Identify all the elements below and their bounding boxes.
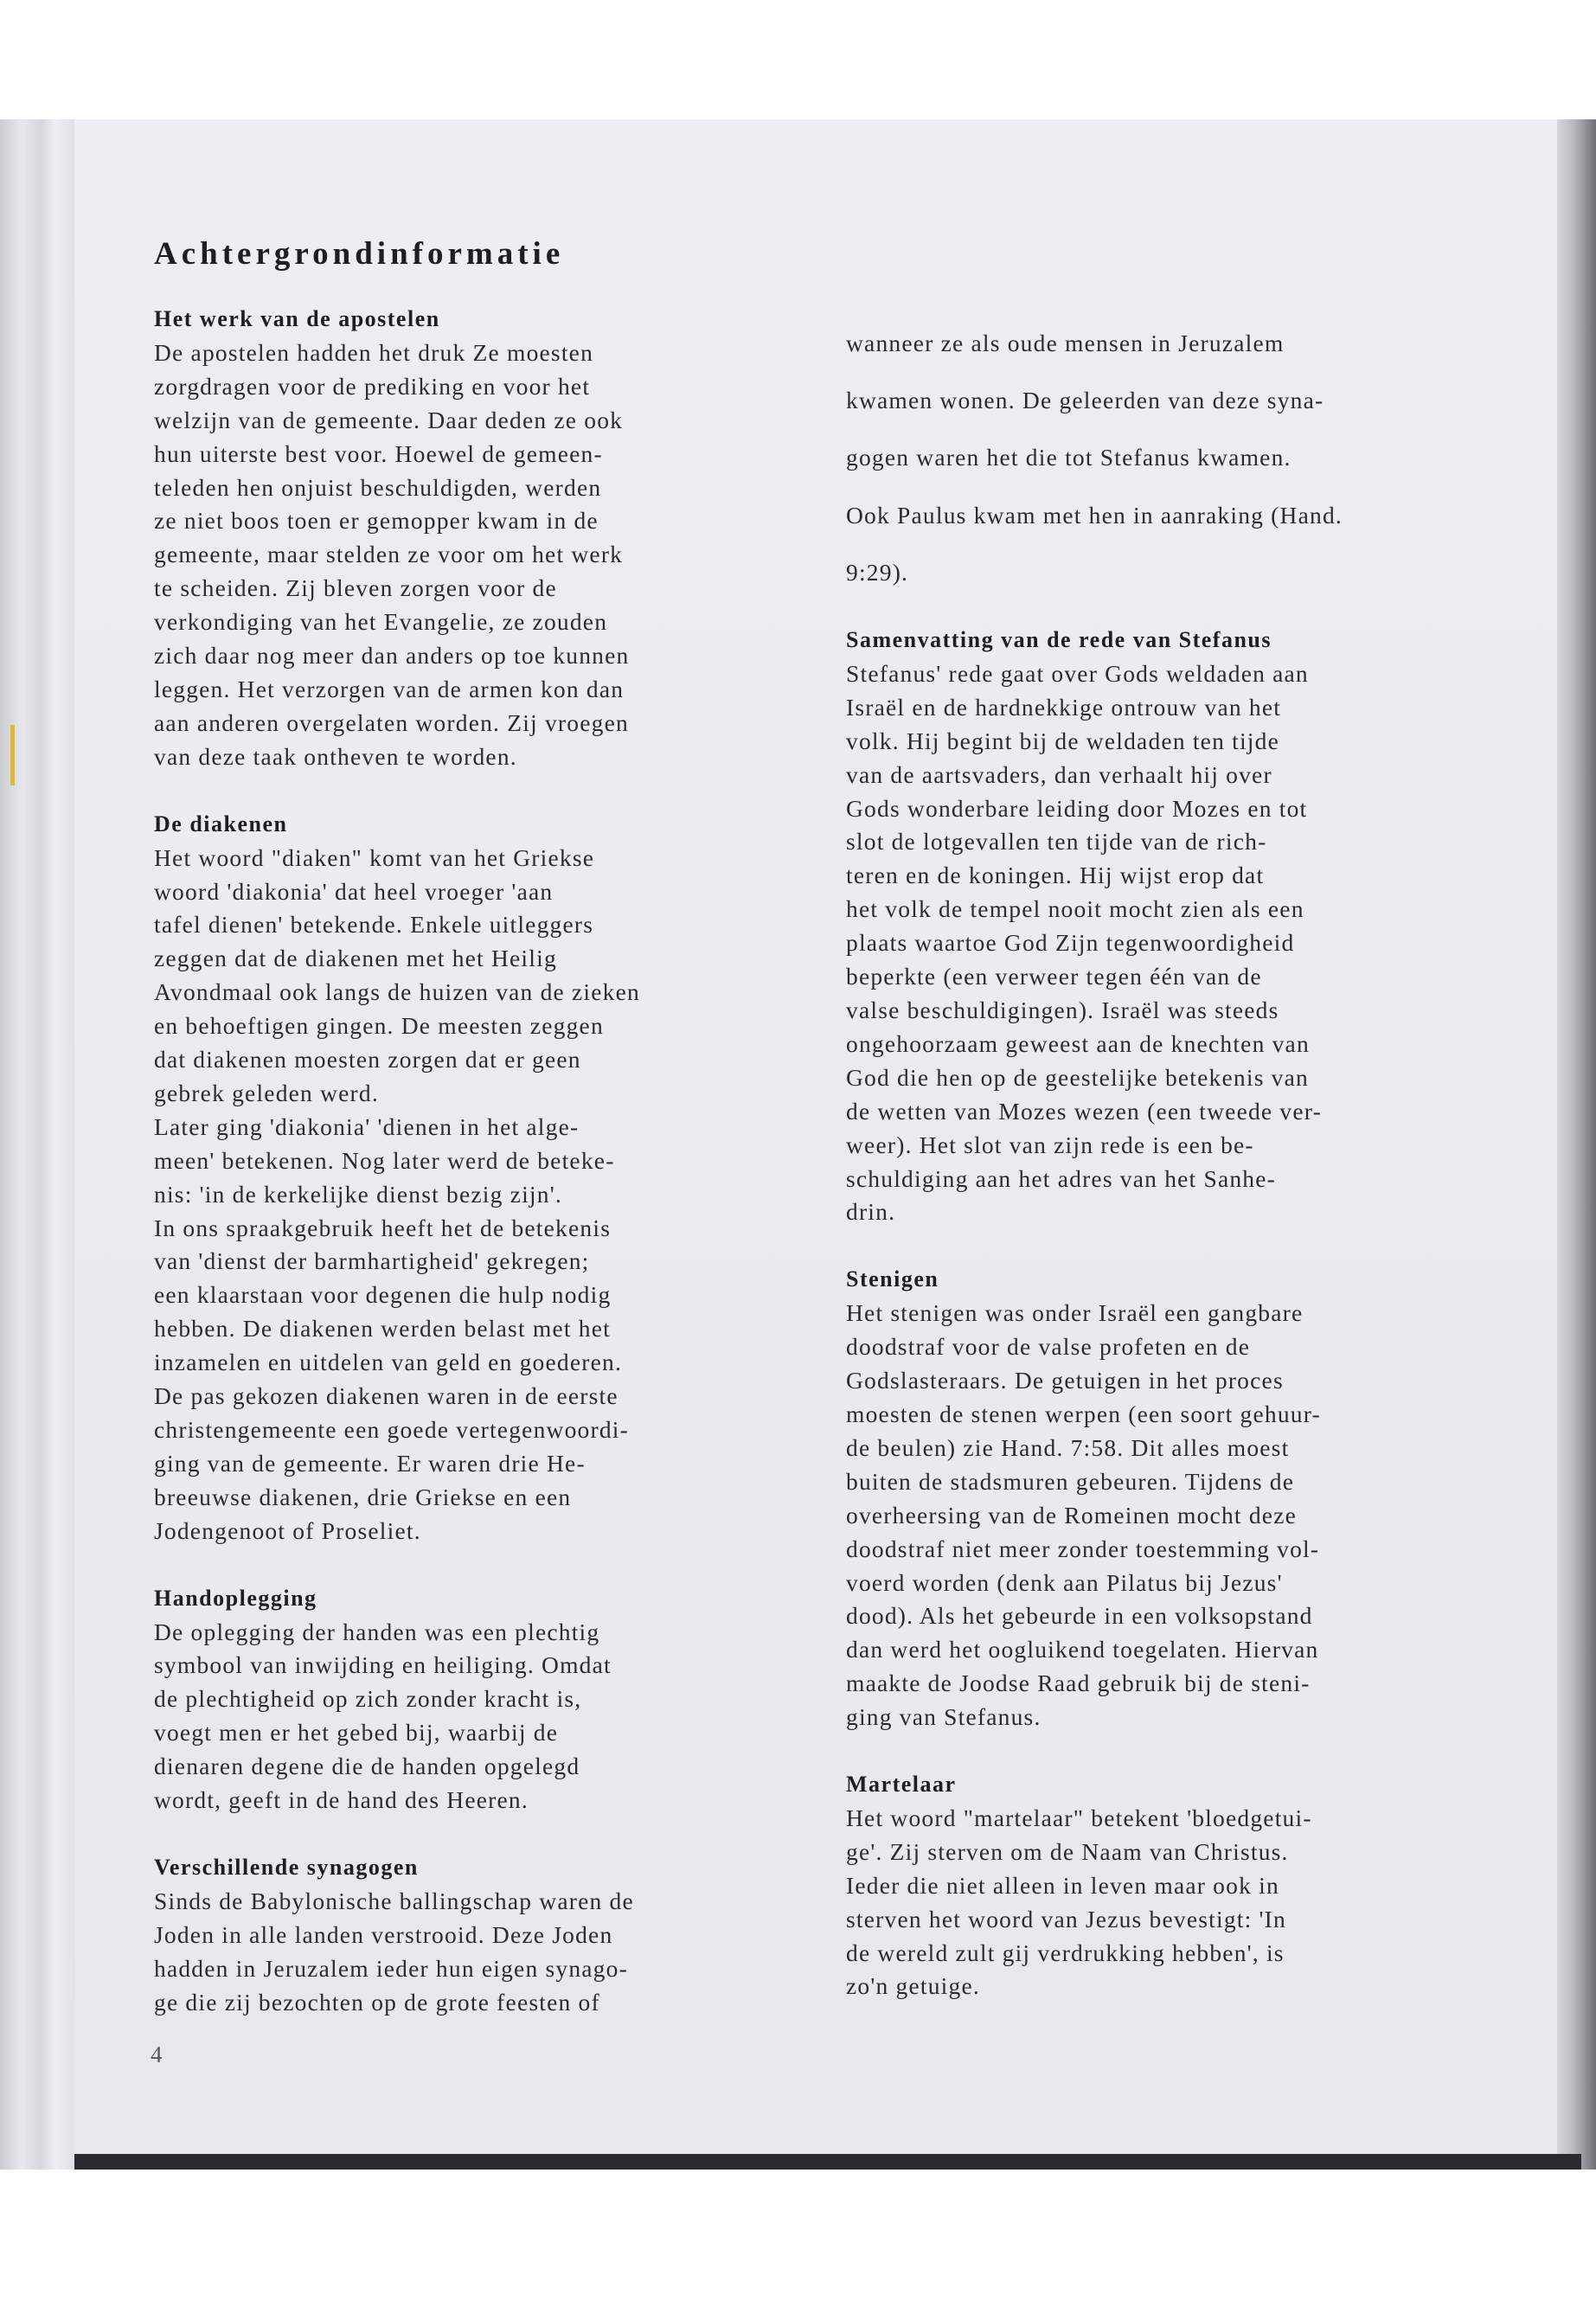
text-line: Avondmaal ook langs de huizen van de zieken <box>154 978 640 1006</box>
text-line: hebben. De diakenen werden belast met het <box>154 1315 611 1343</box>
book-binding-edge <box>0 119 74 2170</box>
text-line: teleden hen onjuist beschuldigden, werden <box>154 473 602 501</box>
text-line: dood). Als het gebeurde in een volksopstand <box>846 1602 1313 1630</box>
section-heading: Stenigen <box>846 1266 939 1292</box>
text-line: aan anderen overgelaten worden. Zij vroegen <box>154 708 629 736</box>
text-line: doodstraf niet meer zonder toestemming vol- <box>846 1535 1320 1562</box>
text-line: ging van de gemeente. Er waren drie He- <box>154 1449 586 1477</box>
text-line: zo'n getuige. <box>846 1972 980 2000</box>
text-line: en behoeftigen gingen. De meesten zeggen <box>154 1012 604 1040</box>
text-line: de wetten van Mozes wezen (een tweede ver- <box>846 1097 1322 1125</box>
text-line: Stefanus' rede gaat over Gods weldaden aan <box>846 659 1309 687</box>
text-line: plaats waartoe God Zijn tegenwoordigheid <box>846 929 1295 957</box>
text-line: Het stenigen was onder Israël een gangbare <box>846 1299 1304 1327</box>
text-line: de wereld zult gij verdrukking hebben', is <box>846 1939 1285 1966</box>
text-line: zorgdragen voor de prediking en voor het <box>154 372 591 400</box>
text-line: 9:29). <box>846 559 909 586</box>
text-line: maakte de Joodse Raad gebruik bij de steni- <box>846 1670 1311 1697</box>
section-synagogen <box>154 1851 777 2020</box>
text-line: nis: 'in de kerkelijke dienst bezig zijn'. <box>154 1180 562 1208</box>
text-line: beperkte (een verweer tegen één van de <box>846 963 1262 990</box>
text-line: valse beschuldigingen). Israël was steeds <box>846 997 1279 1023</box>
text-line: dienaren degene die de handen opgelegd <box>154 1753 580 1780</box>
text-line: de plechtigheid op zich zonder kracht is, <box>154 1685 582 1713</box>
text-line: God die hen op de geestelijke betekenis van <box>846 1063 1309 1091</box>
text-line: zeggen dat de diakenen met het Heilig <box>154 945 557 972</box>
section-heading: Handoplegging <box>154 1585 317 1611</box>
section-martelaar <box>846 1768 1503 2003</box>
text-line: gebrek geleden werd. <box>154 1079 379 1106</box>
scanner-bottom-edge <box>74 2154 1581 2170</box>
text-line: overheersing van de Romeinen mocht deze <box>846 1501 1298 1529</box>
text-line: Het woord "martelaar" betekent 'bloedgetui- <box>846 1804 1312 1831</box>
text-line: schuldiging aan het adres van het Sanhe- <box>846 1164 1277 1192</box>
text-line: ze niet boos toen er gemopper kwam in de <box>154 507 599 535</box>
right-column <box>846 303 1503 2037</box>
text-line: De apostelen hadden het druk Ze moesten <box>154 338 594 366</box>
scan-background-bottom <box>0 2170 1596 2301</box>
text-line: woord 'diakonia' dat heel vroeger 'aan <box>154 877 554 905</box>
text-line: symbool van inwijding en heiliging. Omdat <box>154 1651 612 1679</box>
left-column <box>154 303 777 2054</box>
text-line: de beulen) zie Hand. 7:58. Dit alles moest <box>846 1433 1290 1461</box>
text-line: Jodengenoot of Proseliet. <box>154 1516 421 1544</box>
text-line: een klaarstaan voor degenen die hulp nodig <box>154 1281 612 1309</box>
text-line: gogen waren het die tot Stefanus kwamen. <box>846 444 1292 471</box>
text-line: Sinds de Babylonische ballingschap waren de <box>154 1887 634 1914</box>
text-line: dat diakenen moesten zorgen dat er geen <box>154 1046 581 1074</box>
text-line: van 'dienst der barmhartigheid' gekregen; <box>154 1247 590 1275</box>
text-line: Het woord "diaken" komt van het Griekse <box>154 843 595 871</box>
section-heading: Samenvatting van de rede van Stefanus <box>846 627 1272 653</box>
text-line: ge'. Zij sterven om de Naam van Christus. <box>846 1837 1289 1865</box>
section-heading: De diakenen <box>154 811 288 836</box>
text-line: leggen. Het verzorgen van de armen kon dan <box>154 675 625 702</box>
text-line: drin. <box>846 1198 896 1226</box>
text-line: meen' betekenen. Nog later werd de beteke- <box>154 1146 615 1174</box>
text-line: inzamelen en uitdelen van geld en goederen. <box>154 1349 623 1376</box>
text-line: wanneer ze als oude mensen in Jeruzalem <box>846 329 1285 356</box>
page-shadow-edge <box>1557 119 1596 2170</box>
text-line: ongehoorzaam geweest aan de knechten van <box>846 1029 1310 1057</box>
text-line: voegt men er het gebed bij, waarbij de <box>154 1719 559 1747</box>
section-werk-apostelen <box>154 303 777 774</box>
text-line: dan werd het oogluikend toegelaten. Hiervan <box>846 1636 1319 1663</box>
text-line: breeuwse diakenen, drie Griekse en een <box>154 1483 572 1510</box>
text-line: tafel dienen' betekende. Enkele uitleggers <box>154 911 594 939</box>
text-line: voerd worden (denk aan Pilatus bij Jezus' <box>846 1568 1283 1596</box>
text-line: volk. Hij begint bij de weldaden ten tijde <box>846 727 1279 754</box>
page-title: Achtergrondinformatie <box>154 236 565 272</box>
text-line: moesten de stenen werpen (een soort gehuur- <box>846 1400 1321 1427</box>
page-number: 4 <box>151 2041 163 2067</box>
text-line: Ook Paulus kwam met hen in aanraking (Hand. <box>846 501 1343 529</box>
text-line: ging van Stefanus. <box>846 1703 1042 1731</box>
section-heading: Het werk van de apostelen <box>154 306 440 331</box>
text-line: gemeente, maar stelden ze voor om het werk <box>154 541 624 568</box>
text-line: van deze taak ontheven te worden. <box>154 742 517 770</box>
section-continuation <box>846 327 1503 591</box>
text-line: van de aartsvaders, dan verhaalt hij over <box>846 760 1272 788</box>
scan-background-top <box>0 0 1596 119</box>
text-line: hadden in Jeruzalem ieder hun eigen synago- <box>154 1954 628 1982</box>
text-line: zich daar nog meer dan anders op toe kunnen <box>154 642 630 670</box>
page-tab-marker <box>10 725 15 785</box>
section-diakenen <box>154 808 777 1548</box>
text-line: te scheiden. Zij bleven zorgen voor de <box>154 574 557 602</box>
text-line: kwamen wonen. De geleerden van deze syna- <box>846 386 1324 413</box>
text-line: slot de lotgevallen ten tijde van de rich- <box>846 828 1267 856</box>
text-line: welzijn van de gemeente. Daar deden ze ook <box>154 406 624 433</box>
section-heading: Martelaar <box>846 1772 957 1798</box>
text-line: Israël en de hardnekkige ontrouw van het <box>846 693 1282 721</box>
text-line: De oplegging der handen was een plechtig <box>154 1618 600 1645</box>
text-line: doodstraf voor de valse profeten en de <box>846 1333 1251 1361</box>
text-line: verkondiging van het Evangelie, ze zouden <box>154 608 608 636</box>
text-line: hun uiterste best voor. Hoewel de gemeen- <box>154 439 603 467</box>
text-line: het volk de tempel nooit mocht zien als een <box>846 895 1304 923</box>
text-line: Ieder die niet alleen in leven maar ook in <box>846 1871 1279 1899</box>
text-line: ge die zij bezochten op de grote feesten of <box>154 1988 600 2016</box>
text-line: wordt, geeft in de hand des Heeren. <box>154 1786 529 1814</box>
section-stenigen <box>846 1263 1503 1734</box>
section-samenvatting-rede <box>846 624 1503 1229</box>
text-line: buiten de stadsmuren gebeuren. Tijdens de <box>846 1467 1295 1495</box>
text-line: Gods wonderbare leiding door Mozes en tot <box>846 794 1308 822</box>
text-line: Godslasteraars. De getuigen in het proces <box>846 1367 1284 1394</box>
text-line: In ons spraakgebruik heeft het de betekenis <box>154 1214 612 1241</box>
section-heading: Verschillende synagogen <box>154 1854 419 1880</box>
text-line: De pas gekozen diakenen waren in de eerste <box>154 1382 619 1410</box>
section-handoplegging <box>154 1582 777 1817</box>
text-line: sterven het woord van Jezus bevestigt: 'In <box>846 1905 1286 1932</box>
text-line: Later ging 'diakonia' 'dienen in het alge- <box>154 1112 580 1140</box>
text-line: christengemeente een goede vertegenwoordi- <box>154 1416 629 1443</box>
text-line: weer). Het slot van zijn rede is een be- <box>846 1131 1254 1158</box>
text-line: teren en de koningen. Hij wijst erop dat <box>846 862 1265 889</box>
text-line: Joden in alle landen verstrooid. Deze Joden <box>154 1920 613 1948</box>
